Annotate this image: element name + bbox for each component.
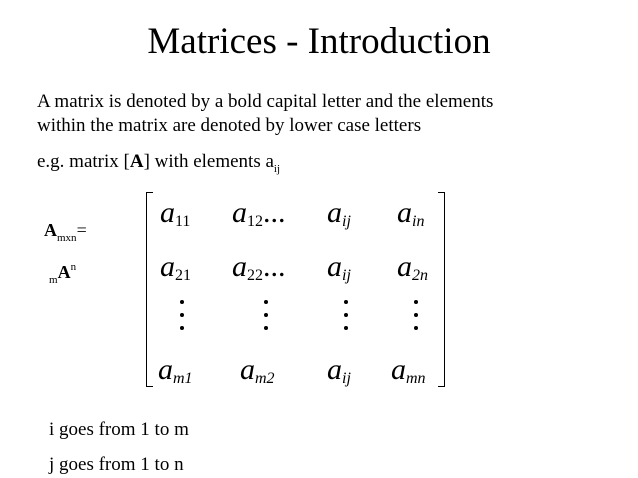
matrix-cell-r1c1: a11	[160, 196, 191, 230]
matrix-cell-r3c1: am1	[158, 353, 193, 387]
matrix-cell-r2c2: a22...	[232, 250, 286, 284]
notation-n-sup: n	[70, 261, 77, 273]
slide-title: Matrices - Introduction	[147, 21, 491, 62]
notation-m-a-n	[49, 261, 77, 286]
intro-line-2: within the matrix are denoted by lower case letters	[37, 115, 422, 136]
notation-equals: =	[76, 220, 87, 240]
matrix-cell-r1c2: a12...	[232, 196, 286, 230]
matrix-cell-r1c4: ain	[397, 196, 425, 230]
matrix-cell-r1c3: aij	[327, 196, 351, 230]
notation-a-bold: A	[44, 220, 57, 240]
matrix-cell-r3c3: aij	[327, 353, 351, 387]
matrix-cell-r3c4: amn	[391, 353, 426, 387]
example-prefix: e.g. matrix [	[37, 151, 130, 172]
intro-line-1: A matrix is denoted by a bold capital letter and the elements	[37, 91, 494, 112]
matrix-vdots-c4	[414, 300, 420, 334]
matrix-vdots-c1	[180, 300, 186, 334]
notation-a-mxn	[44, 220, 87, 244]
notation-m-pre: m	[49, 274, 58, 286]
matrix-cell-r2c3: aij	[327, 250, 351, 284]
example-line	[37, 150, 280, 176]
matrix-right-bracket	[438, 192, 445, 387]
j-range-text: j goes from 1 to n	[49, 454, 184, 475]
notation-a2-bold: A	[57, 262, 71, 282]
example-mid: ] with elements a	[143, 151, 274, 172]
matrix-vdots-c3	[344, 300, 350, 334]
example-sub: ij	[273, 163, 281, 175]
i-range-text: i goes from 1 to m	[49, 419, 189, 440]
matrix-cell-r3c2: am2	[240, 353, 275, 387]
matrix-cell-r2c1: a21	[160, 250, 191, 284]
notation-a-sub: mxn	[57, 232, 77, 244]
example-bold-a: A	[129, 151, 144, 172]
matrix-vdots-c2	[264, 300, 270, 334]
matrix-cell-r2c4: a2n	[397, 250, 428, 284]
matrix-left-bracket	[146, 192, 153, 387]
